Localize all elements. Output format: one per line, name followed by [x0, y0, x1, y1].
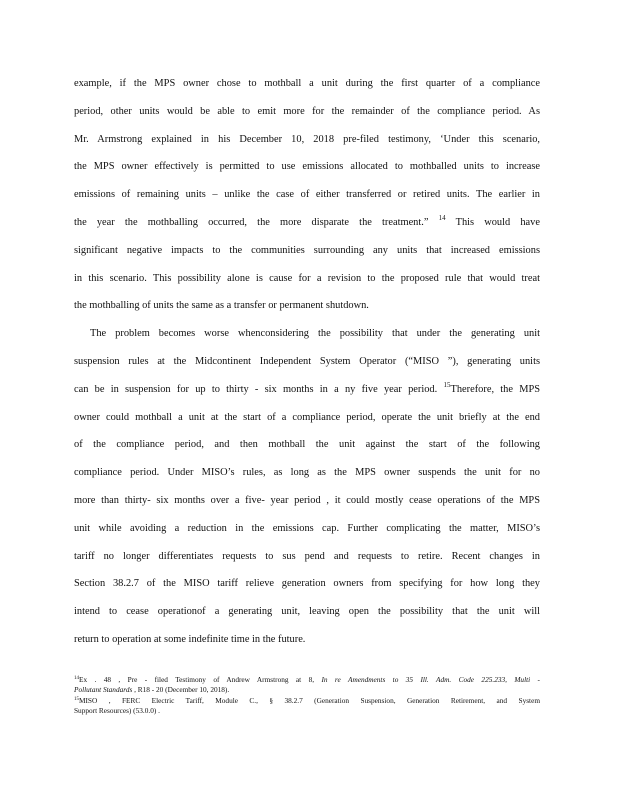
footnote-text: MISO , FERC Electric Tariff, Module C., § 38.2.7 (Generation Suspension, Generation Retirement, and System: [79, 695, 540, 705]
text-line: return to operation at some indefinite time in the future.: [74, 633, 306, 645]
text-line: tariff no longer differentiates requests to sus pend and requests to retire. Recent changes in: [74, 550, 540, 562]
text-line: compliance period. Under MISO’s rules, as long as the MPS owner suspends the unit for no: [74, 467, 540, 479]
footnote-mark: 14: [74, 676, 79, 681]
text-line-with-footnote: [74, 376, 540, 404]
footnote-mark: 15: [74, 696, 79, 702]
text-line: the mothballing of units the same as a transfer or permanent shutdown.: [74, 300, 369, 312]
text-line: intend to cease operationof a generating unit, leaving open the possibility that the unit will: [74, 606, 540, 618]
text-segment: Therefore, the MPS: [450, 383, 540, 395]
text-line: Mr. Armstrong explained in his December 10, 2018 pre-filed testimony, ‘Under this scenario,: [74, 133, 540, 145]
text-line-with-footnote: [74, 209, 540, 237]
text-line: in this scenario. This possibility alone is cause for a revision to the proposed rule that would treat: [74, 272, 540, 284]
footnotes: [74, 675, 540, 716]
footnote-citation-italic: In re Amendments to 35 Ill. Adm. Code 225.233, Multi -: [321, 675, 540, 684]
text-line: the MPS owner effectively is permitted to use emissions allocated to mothballed units to increase: [74, 161, 540, 173]
footnote-reference: 15: [443, 380, 451, 389]
text-line: significant negative impacts to the communities surrounding any units that increased emissions: [74, 244, 540, 256]
footnote-text: Ex . 48 , Pre - filed Testimony of Andrew Armstrong at 8,: [79, 675, 315, 684]
text-segment: can be in suspension for up to thirty - six months in a ny five year period.: [74, 383, 438, 395]
text-segment: the year the mothballing occurred, the more disparate the treatment.”: [74, 216, 429, 228]
text-line: owner could mothball a unit at the start of a compliance period, operate the unit briefly at the end: [74, 411, 540, 423]
text-line: Section 38.2.7 of the MISO tariff relieve generation owners from specifying for how long they: [74, 578, 540, 590]
text-line: example, if the MPS owner chose to mothball a unit during the first quarter of a compliance: [74, 78, 540, 89]
text-line: period, other units would be able to emit more for the remainder of the compliance period. As: [74, 105, 540, 117]
footnote-15: [74, 696, 540, 706]
text-line: more than thirty- six months over a five- year period , it could mostly cease operations of the MPS: [74, 494, 540, 506]
footnote-14: [74, 675, 540, 685]
footnote-14-continued: [74, 685, 540, 695]
text-line: unit while avoiding a reduction in the emissions cap. Further complicating the matter, MISO’s: [74, 522, 540, 534]
footnote-reference: 14: [438, 213, 446, 222]
text-line: emissions of remaining units – unlike the case of either transferred or retired units. The earlier in: [74, 189, 540, 201]
text-line: suspension rules at the Midcontinent Independent System Operator (“MISO ”), generating units: [74, 355, 540, 367]
footnote-citation-italic: Pollutant Standards: [74, 685, 133, 695]
text-segment: This would have: [455, 216, 540, 228]
footnote-15-continued: Support Resources) (53.0.0) .: [74, 705, 160, 715]
body-text: [74, 70, 540, 654]
text-line: The problem becomes worse whenconsidering the possibility that under the generating unit: [90, 328, 540, 340]
footnote-text: , R18 - 20 (December 10, 2018).: [132, 685, 230, 695]
text-line: of the compliance period, and then mothball the unit against the start of the following: [74, 439, 540, 451]
